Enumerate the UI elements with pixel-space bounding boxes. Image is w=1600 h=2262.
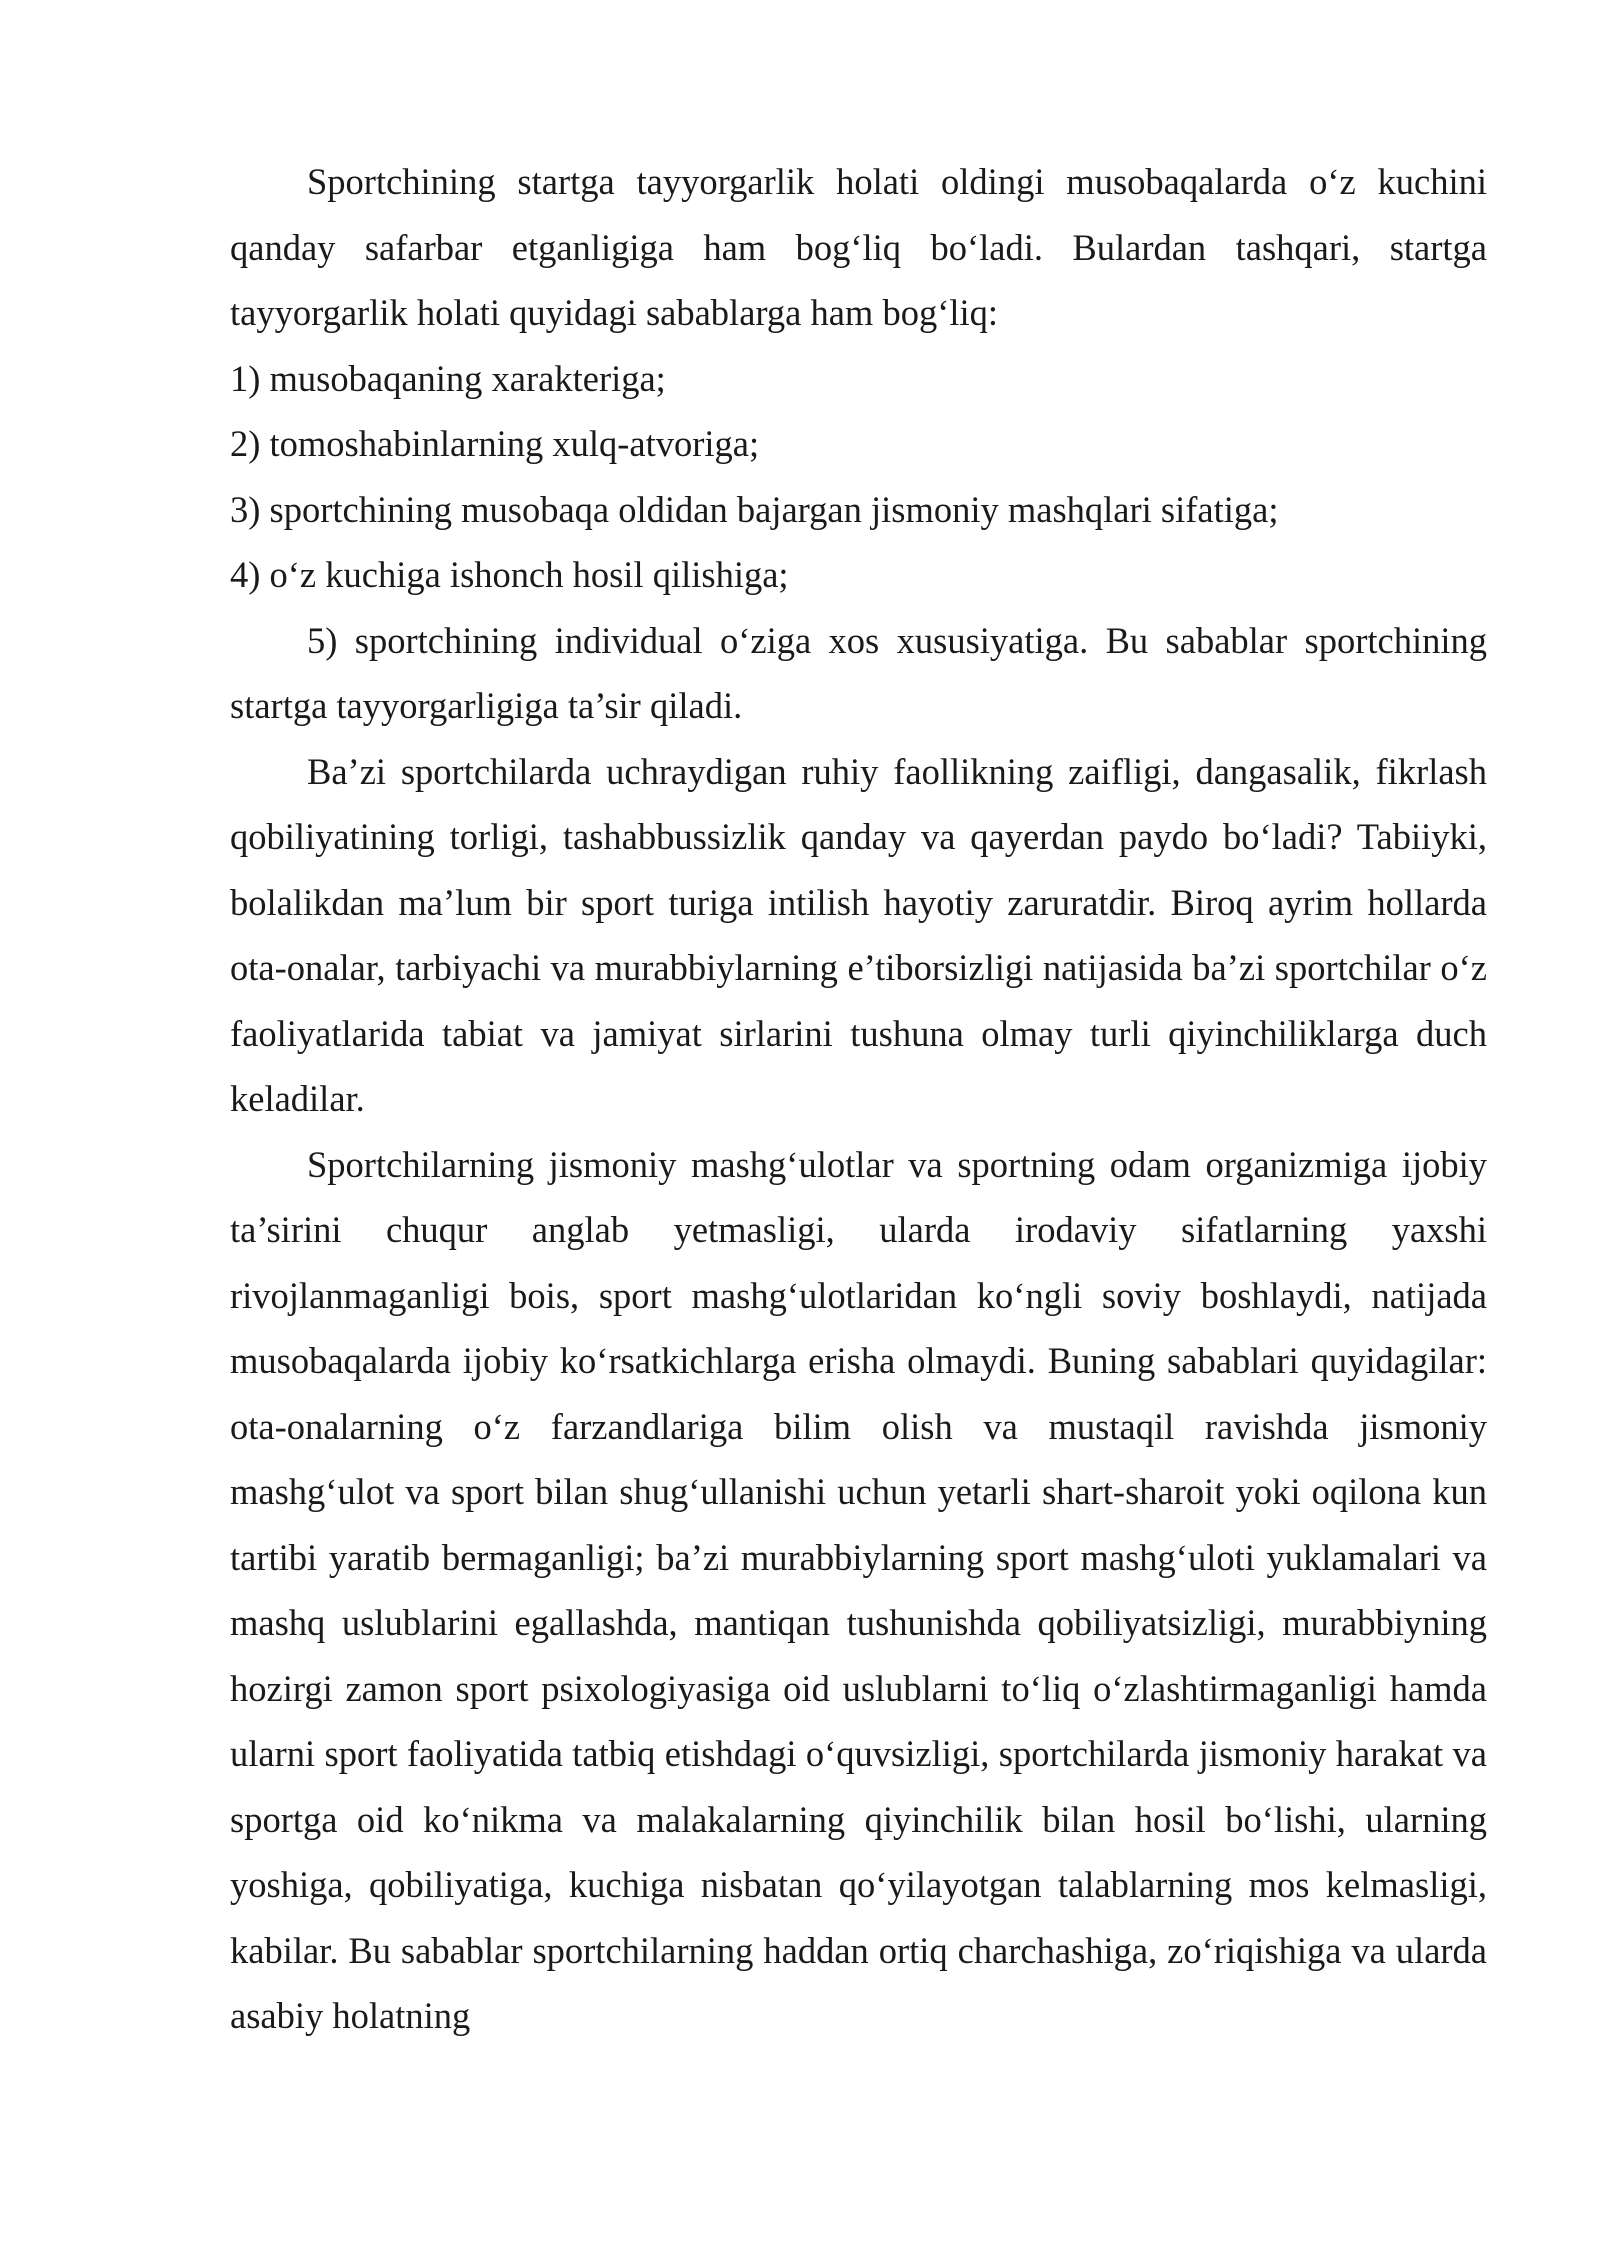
list-item-1: 1) musobaqaning xarakteriga; [230,357,666,399]
intro-paragraph: Sportchining startga tayyorgarlik holati oldingi musobaqalarda o‘z kuchini qanday safarbar etganligiga ham bog‘liq bo‘ladi. Bulardan tashqari, startga tayyorgarlik holati quyidagi sabablarga ham bog‘liq: [230,161,1487,333]
list-item-2: 2) tomoshabinlarning xulq-atvoriga; [230,423,760,464]
body-paragraph-3: Sportchilarning jismoniy mashg‘ulotlar va sportning odam organizmiga ijobiy ta’sirini chuqur anglab yetmasligi, ularda irodaviy sifatlarning yaxshi rivojlanmaganligi bois, sport mashg‘ulotlaridan ko‘ngli soviy boshlaydi, natijada musobaqalarda ijobiy ko‘rsatkichlarga erisha olmaydi. Buning sabablari quyidagilar: ota-onalarning o‘z farzandlariga bilim olish va mustaqil ravishda jismoniy mashg‘ulot va sport bilan shug‘ullanishi uchun yetarli shart-sharoit yoki oqilona kun tartibi yaratib bermaganligi; ba’zi murabbiylarning sport mashg‘uloti yuklamalari va mashq uslublarini egallashda, mantiqan tushunishda qobiliyatsizligi, murabbiyning hozirgi zamon sport psixologiyasiga oid uslublarni to‘liq o‘zlashtirmaganligi hamda ularni sport faoliyatida tatbiq etishdagi o‘quvsizligi, sportchilarda jismoniy harakat va sportga oid ko‘nikma va malakalarning qiyinchilik bilan hosil bo‘lishi, ularning yoshiga, qobiliyatiga, kuchiga nisbatan qo‘yilayotgan talablarning mos kelmasligi, kabilar. Bu sabablar sportchilarning haddan ortiq charchashiga, zo‘riqishiga va ularda asabiy holatning [230,1143,1487,2036]
body-paragraph-2: Ba’zi sportchilarda uchraydigan ruhiy faollikning zaifligi, dangasalik, fikrlash qobiliyatining torligi, tashabbussizlik qanday va qayerdan paydo bo‘ladi? Tabiiyki, bolalikdan ma’lum bir sport turiga intilish hayotiy zaruratdir. Biroq ayrim hollarda ota-onalar, tarbiyachi va murabbiylarning e’tiborsizligi natijasida ba’zi sportchilar o‘z faoliyatlarida tabiat va jamiyat sirlarini tushuna olmay turli qiyinchiliklarga duch keladilar. [230,750,1487,1119]
list-item-3: 3) sportchining musobaqa oldidan bajargan jismoniy mashqlari sifatiga; [230,488,1279,530]
list-item-5: 5) sportchining individual o‘ziga xos xususiyatiga. Bu sabablar sportchining startga tayyorgarligiga ta’sir qiladi. [230,619,1487,726]
document-body [230,149,1487,2049]
list-item-4: 4) o‘z kuchiga ishonch hosil qilishiga; [230,554,789,595]
